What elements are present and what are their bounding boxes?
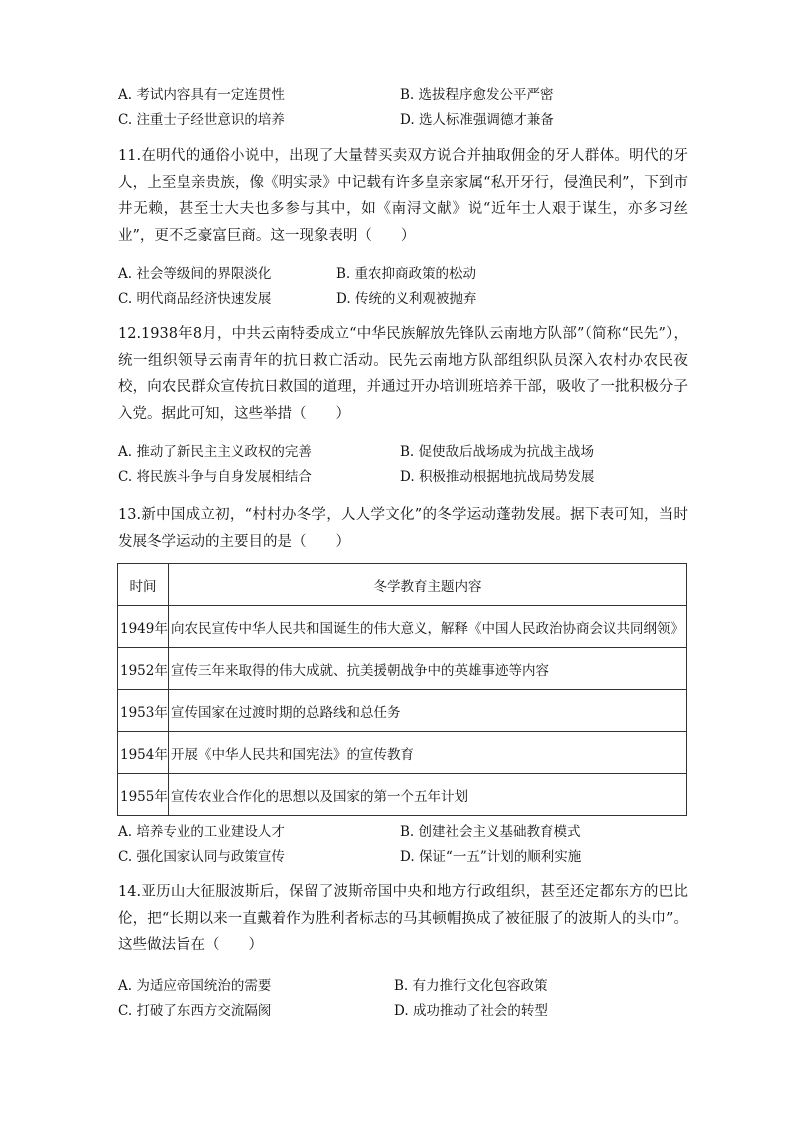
table-row <box>118 606 687 648</box>
option-row <box>118 105 698 130</box>
option-d: D. 选人标准强调德才兼备 <box>400 111 554 128</box>
option-a: A. 考试内容具有一定连贯性 <box>118 86 285 103</box>
table-header-time: 时间 <box>118 564 169 606</box>
table-row <box>118 690 687 732</box>
option-a: A. 推动了新民主主义政权的完善 <box>118 443 312 460</box>
question-13-stem: 13.新中国成立初，“村村办冬学，人人学文化”的冬学运动蓬勃发展。据下表可知，当时发展冬学运动的主要目的是（ ） <box>118 507 688 550</box>
winter-school-table <box>117 563 687 816</box>
table-row <box>118 732 687 774</box>
option-row <box>118 437 698 462</box>
option-c: C. 将民族斗争与自身发展相结合 <box>118 468 312 485</box>
option-a: A. 社会等级间的界限淡化 <box>118 265 272 282</box>
option-b: B. 选拔程序愈发公平严密 <box>400 86 554 103</box>
option-row <box>118 996 698 1021</box>
option-c: C. 注重士子经世意识的培养 <box>118 111 285 128</box>
q10-options <box>118 80 698 130</box>
table-cell-year: 1952年 <box>118 648 169 690</box>
option-c: C. 强化国家认同与政策宣传 <box>118 848 285 865</box>
option-a: A. 培养专业的工业建设人才 <box>118 823 285 840</box>
table-cell-year: 1953年 <box>118 690 169 732</box>
table-row <box>118 648 687 690</box>
table-cell-content: 宣传农业合作化的思想以及国家的第一个五年计划 <box>169 774 687 816</box>
table-row <box>118 774 687 816</box>
table-cell-year: 1949年 <box>118 606 169 648</box>
option-row <box>118 971 698 996</box>
question-11-stem: 11.在明代的通俗小说中，出现了大量替买卖双方说合并抽取佣金的牙人群体。明代的牙人，上至皇亲贵族，像《明实录》中记载有许多皇亲家属“私开牙行，侵渔民利”，下到市井无赖，甚至士大夫也多参与其中，如《南浔文献》说“近年士人艰于谋生，亦多习丝业”，更不乏豪富巨商。这一现象表明（ ） <box>118 148 688 244</box>
q12-options <box>118 437 698 487</box>
q14-options <box>118 971 698 1021</box>
option-d: D. 传统的义利观被抛弃 <box>336 290 477 307</box>
option-b: B. 促使敌后战场成为抗战主战场 <box>400 443 595 460</box>
question-12-stem: 12.1938年8月，中共云南特委成立“中华民族解放先锋队云南地方队部”（简称“民先”），统一组织领导云南青年的抗日救亡活动。民先云南地方队部组织队员深入农村办农民夜校，向农民群众宣传抗日救国的道理，并通过开办培训班培养干部，吸收了一批积极分子入党。据此可知，这些举措（ ） <box>118 326 688 422</box>
option-row <box>118 462 698 487</box>
q11-options <box>118 259 698 309</box>
table-cell-content: 向农民宣传中华人民共和国诞生的伟大意义，解释《中国人民政治协商会议共同纲领》 <box>169 606 687 648</box>
table-cell-year: 1955年 <box>118 774 169 816</box>
table-cell-content: 开展《中华人民共和国宪法》的宣传教育 <box>169 732 687 774</box>
option-row <box>118 284 698 309</box>
option-row <box>118 259 698 284</box>
option-a: A. 为适应帝国统治的需要 <box>118 977 272 994</box>
option-b: B. 创建社会主义基础教育模式 <box>400 823 581 840</box>
table-cell-content: 宣传三年来取得的伟大成就、抗美援朝战争中的英雄事迹等内容 <box>169 648 687 690</box>
option-d: D. 保证“一五”计划的顺利实施 <box>400 848 582 865</box>
option-d: D. 积极推动根据地抗战局势发展 <box>400 468 595 485</box>
table-cell-year: 1954年 <box>118 732 169 774</box>
table-header-row <box>118 564 687 606</box>
option-b: B. 重农抑商政策的松动 <box>336 265 477 282</box>
q13-options <box>118 817 698 867</box>
option-row <box>118 817 698 842</box>
option-b: B. 有力推行文化包容政策 <box>394 977 548 994</box>
option-c: C. 打破了东西方交流隔阂 <box>118 1002 272 1019</box>
option-d: D. 成功推动了社会的转型 <box>394 1002 548 1019</box>
option-row <box>118 80 698 105</box>
question-14-stem: 14.亚历山大征服波斯后，保留了波斯帝国中央和地方行政组织，甚至还定都东方的巴比伦，把“长期以来一直戴着作为胜利者标志的马其顿帽换成了被征服了的波斯人的头巾”。这些做法旨在（ ） <box>118 884 688 953</box>
option-c: C. 明代商品经济快速发展 <box>118 290 272 307</box>
table-cell-content: 宣传国家在过渡时期的总路线和总任务 <box>169 690 687 732</box>
option-row <box>118 842 698 867</box>
table-header-content: 冬学教育主题内容 <box>169 564 687 606</box>
